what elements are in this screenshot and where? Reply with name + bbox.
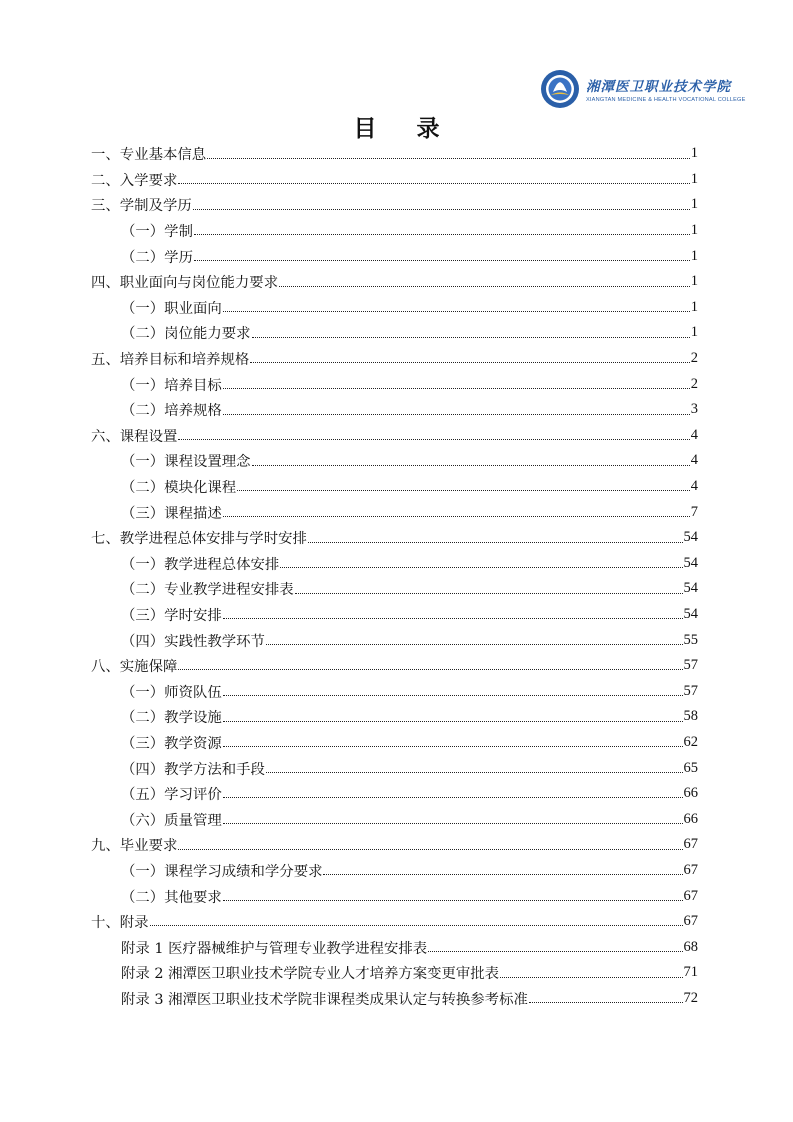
- toc-entry-title: （二）岗位能力要求: [121, 326, 251, 343]
- toc-page-number: 72: [683, 989, 698, 1006]
- toc-entry[interactable]: [91, 858, 698, 884]
- toc-entry-title: 附录 1 医疗器械维护与管理专业教学进程安排表: [121, 940, 428, 957]
- logo-chinese-name: 湘潭医卫职业技术学院: [586, 79, 731, 95]
- toc-dot-leader: [266, 772, 683, 773]
- toc-page-number: 2: [690, 350, 698, 367]
- toc-page-number: 1: [690, 196, 698, 213]
- toc-dot-leader: [252, 465, 690, 466]
- toc-entry[interactable]: [91, 320, 698, 346]
- toc-page-number: 71: [683, 964, 698, 981]
- toc-entry-title: 八、实施保障: [91, 659, 178, 676]
- toc-entry-title: （一）职业面向: [121, 300, 222, 317]
- toc-entry[interactable]: [91, 832, 698, 858]
- toc-page-number: 66: [683, 785, 698, 802]
- toc-dot-leader: [237, 490, 690, 491]
- toc-page-number: 54: [683, 554, 698, 571]
- toc-dot-leader: [193, 209, 690, 210]
- toc-dot-leader: [223, 414, 690, 415]
- toc-entry[interactable]: [91, 781, 698, 807]
- toc-entry[interactable]: [91, 371, 698, 397]
- toc-entry-title: 一、专业基本信息: [91, 147, 207, 164]
- toc-entry[interactable]: [91, 576, 698, 602]
- toc-entry-title: 附录 3 湘潭医卫职业技术学院非课程类成果认定与转换参考标准: [121, 991, 528, 1008]
- toc-dot-leader: [428, 951, 682, 952]
- toc-entry[interactable]: [91, 474, 698, 500]
- toc-entry-title: 六、课程设置: [91, 428, 178, 445]
- toc-page-number: 1: [690, 247, 698, 264]
- toc-page-number: 57: [683, 657, 698, 674]
- toc-entry[interactable]: [91, 909, 698, 935]
- toc-page-number: 67: [683, 836, 698, 853]
- toc-entry[interactable]: [91, 295, 698, 321]
- toc-page-number: 1: [690, 273, 698, 290]
- toc-page-number: 62: [683, 733, 698, 750]
- toc-page-number: 54: [683, 529, 698, 546]
- toc-entry[interactable]: [91, 678, 698, 704]
- toc-entry-title: （四）教学方法和手段: [121, 761, 265, 778]
- toc-entry-title: 七、教学进程总体安排与学时安排: [91, 531, 307, 548]
- toc-page-number: 4: [690, 478, 698, 495]
- toc-entry-title: 三、学制及学历: [91, 198, 192, 215]
- toc-dot-leader: [223, 746, 683, 747]
- toc-entry-title: 二、入学要求: [91, 172, 178, 189]
- toc-dot-leader: [323, 874, 682, 875]
- toc-entry[interactable]: [91, 653, 698, 679]
- toc-page-number: 3: [690, 401, 698, 418]
- toc-entry[interactable]: [91, 883, 698, 909]
- toc-entry[interactable]: [91, 986, 698, 1012]
- toc-page-number: 58: [683, 708, 698, 725]
- toc-entry[interactable]: [91, 448, 698, 474]
- toc-page-number: 54: [683, 605, 698, 622]
- toc-entry-title: 附录 2 湘潭医卫职业技术学院专业人才培养方案变更审批表: [121, 966, 500, 983]
- toc-entry-title: （二）培养规格: [121, 403, 222, 420]
- toc-entry-title: （二）专业教学进程安排表: [121, 582, 294, 599]
- toc-dot-leader: [529, 1002, 683, 1003]
- toc-page-number: 2: [690, 375, 698, 392]
- toc-entry-title: 五、培养目标和培养规格: [91, 352, 250, 369]
- toc-entry[interactable]: [91, 755, 698, 781]
- toc-entry[interactable]: [91, 423, 698, 449]
- toc-dot-leader: [223, 823, 683, 824]
- toc-entry[interactable]: [91, 167, 698, 193]
- table-of-contents: [91, 141, 698, 1011]
- toc-dot-leader: [223, 388, 690, 389]
- toc-dot-leader: [178, 439, 689, 440]
- toc-entry-title: （一）课程学习成绩和学分要求: [121, 863, 323, 880]
- toc-page-number: 1: [690, 324, 698, 341]
- toc-entry[interactable]: [91, 627, 698, 653]
- toc-dot-leader: [250, 362, 689, 363]
- toc-entry[interactable]: [91, 806, 698, 832]
- toc-entry[interactable]: [91, 704, 698, 730]
- toc-dot-leader: [223, 618, 683, 619]
- toc-dot-leader: [178, 669, 682, 670]
- toc-entry[interactable]: [91, 346, 698, 372]
- toc-entry-title: （一）培养目标: [121, 377, 222, 394]
- toc-dot-leader: [178, 183, 689, 184]
- toc-dot-leader: [223, 721, 683, 722]
- toc-entry[interactable]: [91, 602, 698, 628]
- toc-entry-title: 九、毕业要求: [91, 838, 178, 855]
- toc-entry[interactable]: [91, 397, 698, 423]
- toc-page-number: 7: [690, 503, 698, 520]
- toc-dot-leader: [500, 977, 682, 978]
- toc-page-number: 1: [690, 222, 698, 239]
- toc-dot-leader: [280, 567, 682, 568]
- toc-entry-title: （三）学时安排: [121, 607, 222, 624]
- page-title: 目 录: [353, 116, 456, 142]
- toc-dot-leader: [150, 925, 683, 926]
- toc-entry-title: （三）课程描述: [121, 505, 222, 522]
- toc-dot-leader: [194, 260, 690, 261]
- toc-entry[interactable]: [91, 730, 698, 756]
- toc-page-number: 1: [690, 298, 698, 315]
- toc-entry[interactable]: [91, 551, 698, 577]
- toc-entry-title: （一）学制: [121, 224, 193, 241]
- toc-entry-title: 十、附录: [91, 915, 149, 932]
- toc-entry-title: （五）学习评价: [121, 787, 222, 804]
- toc-entry[interactable]: [91, 269, 698, 295]
- toc-page-number: 65: [683, 759, 698, 776]
- toc-page-number: 1: [690, 145, 698, 162]
- toc-page-number: 4: [690, 452, 698, 469]
- toc-entry-title: （四）实践性教学环节: [121, 633, 265, 650]
- toc-entry-title: （一）教学进程总体安排: [121, 556, 280, 573]
- toc-dot-leader: [223, 900, 683, 901]
- toc-dot-leader: [223, 797, 683, 798]
- toc-entry-title: （一）师资队伍: [121, 684, 222, 701]
- toc-dot-leader: [207, 158, 690, 159]
- toc-page-number: 67: [683, 887, 698, 904]
- toc-entry[interactable]: [91, 141, 698, 167]
- toc-entry-title: （三）教学资源: [121, 735, 222, 752]
- toc-entry-title: 四、职业面向与岗位能力要求: [91, 275, 279, 292]
- toc-page-number: 1: [690, 170, 698, 187]
- toc-page-number: 68: [683, 938, 698, 955]
- toc-entry-title: （二）教学设施: [121, 710, 222, 727]
- toc-entry[interactable]: [91, 218, 698, 244]
- toc-dot-leader: [194, 234, 690, 235]
- toc-page-number: 67: [683, 861, 698, 878]
- toc-page-number: 4: [690, 426, 698, 443]
- college-emblem-icon: [540, 69, 580, 109]
- toc-dot-leader: [252, 337, 690, 338]
- toc-dot-leader: [223, 311, 690, 312]
- toc-page-number: 67: [683, 913, 698, 930]
- college-logo: [540, 66, 746, 112]
- toc-dot-leader: [223, 516, 690, 517]
- toc-entry-title: （一）课程设置理念: [121, 454, 251, 471]
- toc-entry[interactable]: [91, 960, 698, 986]
- toc-entry-title: （二）其他要求: [121, 889, 222, 906]
- toc-entry[interactable]: [91, 192, 698, 218]
- toc-entry[interactable]: [91, 525, 698, 551]
- toc-dot-leader: [223, 695, 683, 696]
- toc-entry[interactable]: [91, 934, 698, 960]
- toc-page-number: 54: [683, 580, 698, 597]
- toc-page-number: 66: [683, 810, 698, 827]
- toc-page-number: 57: [683, 682, 698, 699]
- toc-dot-leader: [295, 593, 683, 594]
- toc-entry-title: （二）模块化课程: [121, 480, 237, 497]
- toc-page-number: 55: [683, 631, 698, 648]
- toc-dot-leader: [178, 849, 682, 850]
- toc-entry-title: （二）学历: [121, 249, 193, 266]
- toc-dot-leader: [266, 644, 683, 645]
- logo-english-name: XIANGTAN MEDICINE & HEALTH VOCATIONAL COLLEGE: [586, 97, 746, 103]
- toc-dot-leader: [279, 286, 690, 287]
- toc-entry[interactable]: [91, 243, 698, 269]
- toc-entry-title: （六）质量管理: [121, 812, 222, 829]
- toc-dot-leader: [308, 542, 683, 543]
- toc-entry[interactable]: [91, 499, 698, 525]
